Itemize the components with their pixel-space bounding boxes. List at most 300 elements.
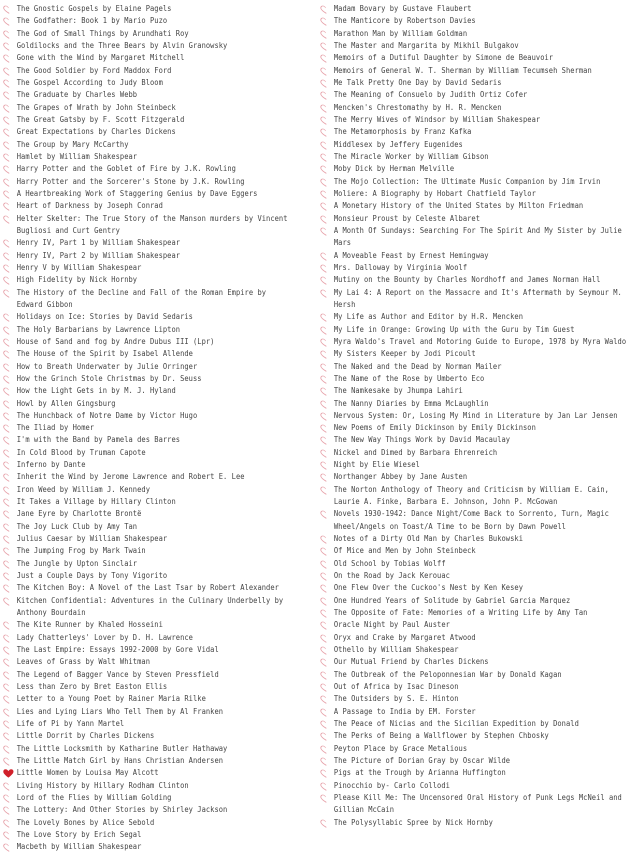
heart-outline-icon[interactable] bbox=[320, 67, 331, 76]
list-item bbox=[317, 262, 631, 274]
list-item bbox=[317, 570, 631, 582]
heart-outline-icon[interactable] bbox=[3, 498, 14, 507]
book-title: Helter Skelter: The True Story of the Manson murders by Vincent Bugliosi and Curt Gentry bbox=[16, 213, 288, 235]
list-item bbox=[317, 102, 631, 114]
book-title: The Picture of Dorian Gray by Oscar Wilde bbox=[333, 756, 511, 766]
list-item bbox=[0, 324, 293, 336]
heart-outline-icon[interactable] bbox=[320, 658, 331, 667]
heart-outline-icon[interactable] bbox=[3, 412, 14, 421]
heart-outline-icon[interactable] bbox=[320, 794, 331, 803]
list-item bbox=[0, 767, 293, 779]
book-title: The Mojo Collection: The Ultimate Music Companion by Jim Irvin bbox=[333, 176, 601, 186]
book-title: A Moveable Feast by Ernest Hemingway bbox=[333, 250, 489, 260]
heart-outline-icon[interactable] bbox=[320, 436, 331, 445]
heart-outline-icon[interactable] bbox=[320, 252, 331, 261]
book-title: The Graduate by Charles Webb bbox=[16, 90, 138, 100]
book-title: The God of Small Things by Arundhati Roy bbox=[16, 28, 189, 38]
heart-filled-icon[interactable] bbox=[3, 769, 14, 778]
book-title: Hamlet by William Shakespear bbox=[16, 151, 138, 161]
heart-outline-icon[interactable] bbox=[3, 671, 14, 680]
list-item bbox=[317, 656, 631, 668]
book-title: How to Breath Underwater by Julie Orringer bbox=[16, 361, 198, 371]
list-item bbox=[317, 361, 631, 373]
heart-outline-icon[interactable] bbox=[320, 510, 331, 519]
book-title: The Meaning of Consuelo by Judith Ortiz Cofer bbox=[333, 90, 528, 100]
list-item bbox=[0, 533, 293, 545]
list-item bbox=[0, 841, 293, 853]
list-item bbox=[0, 139, 293, 151]
list-item bbox=[0, 743, 293, 755]
heart-outline-icon[interactable] bbox=[3, 806, 14, 815]
heart-outline-icon[interactable] bbox=[3, 178, 14, 187]
heart-outline-icon[interactable] bbox=[320, 412, 331, 421]
heart-outline-icon[interactable] bbox=[3, 375, 14, 384]
heart-outline-icon[interactable] bbox=[3, 621, 14, 630]
heart-outline-icon[interactable] bbox=[3, 215, 14, 224]
heart-outline-icon[interactable] bbox=[320, 178, 331, 187]
book-title: Inferno by Dante bbox=[16, 460, 86, 470]
list-item bbox=[0, 398, 293, 410]
heart-outline-icon[interactable] bbox=[320, 116, 331, 125]
heart-outline-icon[interactable] bbox=[3, 510, 14, 519]
heart-outline-icon[interactable] bbox=[3, 732, 14, 741]
heart-outline-icon[interactable] bbox=[320, 387, 331, 396]
list-item bbox=[0, 755, 293, 767]
heart-outline-icon[interactable] bbox=[320, 683, 331, 692]
list-item bbox=[0, 496, 293, 508]
heart-outline-icon[interactable] bbox=[3, 202, 14, 211]
book-title: The Norton Anthology of Theory and Criticism by William E. Cain, Laurie A. Finke, Barbara E. Johnson, John P. McGowan bbox=[333, 484, 609, 507]
heart-outline-icon[interactable] bbox=[320, 227, 331, 236]
book-title: Great Expectations by Charles Dickens bbox=[16, 127, 176, 137]
list-item bbox=[317, 718, 631, 730]
heart-outline-icon[interactable] bbox=[320, 646, 331, 655]
list-item bbox=[317, 15, 631, 27]
heart-outline-icon[interactable] bbox=[3, 843, 14, 852]
book-title: House of Sand and fog by Andre Dubus III (Lpr) bbox=[16, 336, 215, 346]
heart-outline-icon[interactable] bbox=[320, 400, 331, 409]
heart-outline-icon[interactable] bbox=[3, 424, 14, 433]
heart-outline-icon[interactable] bbox=[3, 486, 14, 495]
list-item bbox=[317, 77, 631, 89]
list-item bbox=[317, 176, 631, 188]
heart-outline-icon[interactable] bbox=[320, 708, 331, 717]
heart-outline-icon[interactable] bbox=[3, 165, 14, 174]
book-title: Mutiny on the Bounty by Charles Nordhoff and James Norman Hall bbox=[333, 275, 601, 285]
book-title: Pigs at the Trough by Arianna Huffington bbox=[333, 768, 506, 778]
heart-outline-icon[interactable] bbox=[320, 745, 331, 754]
list-item bbox=[317, 324, 631, 336]
heart-outline-icon[interactable] bbox=[3, 326, 14, 335]
list-item bbox=[0, 558, 293, 570]
book-title: The Kitchen Boy: A Novel of the Last Tsar by Robert Alexander bbox=[16, 583, 279, 593]
heart-outline-icon[interactable] bbox=[3, 782, 14, 791]
list-item bbox=[0, 52, 293, 64]
heart-outline-icon[interactable] bbox=[3, 757, 14, 766]
book-title: Oryx and Crake by Margaret Atwood bbox=[333, 632, 476, 642]
list-item bbox=[0, 28, 293, 40]
book-title: Gone with the Wind by Margaret Mitchell bbox=[16, 53, 185, 63]
list-item bbox=[317, 582, 631, 594]
book-list-left-column bbox=[0, 3, 293, 854]
heart-outline-icon[interactable] bbox=[3, 252, 14, 261]
heart-outline-icon[interactable] bbox=[320, 215, 331, 224]
book-title: Goldilocks and the Three Bears by Alvin Granowsky bbox=[16, 40, 228, 50]
heart-outline-icon[interactable] bbox=[3, 276, 14, 285]
heart-outline-icon[interactable] bbox=[320, 79, 331, 88]
heart-outline-icon[interactable] bbox=[320, 141, 331, 150]
list-item bbox=[0, 730, 293, 742]
list-item bbox=[317, 422, 631, 434]
heart-outline-icon[interactable] bbox=[320, 104, 331, 113]
heart-outline-icon[interactable] bbox=[3, 658, 14, 667]
heart-outline-icon[interactable] bbox=[3, 831, 14, 840]
book-title: The Polysyllabic Spree by Nick Hornby bbox=[333, 817, 493, 827]
heart-outline-icon[interactable] bbox=[3, 449, 14, 458]
list-item bbox=[317, 755, 631, 767]
book-title: Living History by Hillary Rodham Clinton bbox=[16, 780, 189, 790]
heart-outline-icon[interactable] bbox=[3, 128, 14, 137]
heart-outline-icon[interactable] bbox=[3, 264, 14, 273]
heart-outline-icon[interactable] bbox=[3, 30, 14, 39]
heart-outline-icon[interactable] bbox=[320, 560, 331, 569]
list-item bbox=[317, 459, 631, 471]
list-item bbox=[317, 213, 631, 225]
list-item bbox=[317, 139, 631, 151]
book-title: Novels 1930-1942: Dance Night/Come Back to Sorrento, Turn, Magic Wheel/Angels on Toast/A Time to be Born by Dawn Powell bbox=[333, 509, 609, 531]
book-title: The Perks of Being a Wallflower by Stephen Chbosky bbox=[333, 731, 549, 741]
list-item bbox=[0, 718, 293, 730]
list-item bbox=[317, 508, 631, 533]
heart-outline-icon[interactable] bbox=[320, 671, 331, 680]
heart-outline-icon[interactable] bbox=[3, 239, 14, 248]
book-title: Harry Potter and the Sorcerer's Stone by J.K. Rowling bbox=[16, 176, 245, 186]
heart-outline-icon[interactable] bbox=[3, 289, 14, 298]
book-title: One Flew Over the Cuckoo's Nest by Ken Kesey bbox=[333, 583, 524, 593]
book-title: How the Light Gets in by M. J. Hyland bbox=[16, 386, 176, 396]
list-item bbox=[317, 595, 631, 607]
list-item bbox=[0, 176, 293, 188]
list-item bbox=[0, 422, 293, 434]
book-title: The Nanny Diaries by Emma McLaughlin bbox=[333, 398, 489, 408]
heart-outline-icon[interactable] bbox=[320, 42, 331, 51]
heart-outline-icon[interactable] bbox=[3, 42, 14, 51]
heart-outline-icon[interactable] bbox=[3, 560, 14, 569]
list-item bbox=[0, 780, 293, 792]
heart-outline-icon[interactable] bbox=[3, 708, 14, 717]
heart-outline-icon[interactable] bbox=[320, 54, 331, 63]
list-item bbox=[317, 471, 631, 483]
heart-outline-icon[interactable] bbox=[3, 350, 14, 359]
book-title: The Lovely Bones by Alice Sebold bbox=[16, 817, 155, 827]
heart-outline-icon[interactable] bbox=[3, 104, 14, 113]
list-item bbox=[317, 632, 631, 644]
list-item bbox=[0, 385, 293, 397]
book-title: Me Talk Pretty One Day by David Sedaris bbox=[333, 77, 502, 87]
heart-outline-icon[interactable] bbox=[3, 5, 14, 14]
book-title: A Monetary History of the United States by Milton Friedman bbox=[333, 201, 584, 211]
book-title: Little Dorrit by Charles Dickens bbox=[16, 731, 155, 741]
book-title: Heart of Darkness by Joseph Conrad bbox=[16, 201, 163, 211]
book-title: The Namkesake by Jhumpa Lahiri bbox=[333, 386, 463, 396]
book-title: My Sisters Keeper by Jodi Picoult bbox=[333, 349, 476, 359]
list-item bbox=[0, 508, 293, 520]
heart-outline-icon[interactable] bbox=[3, 436, 14, 445]
heart-outline-icon[interactable] bbox=[3, 141, 14, 150]
heart-outline-icon[interactable] bbox=[3, 79, 14, 88]
heart-outline-icon[interactable] bbox=[3, 387, 14, 396]
book-title: Nickel and Dimed by Barbara Ehrenreich bbox=[333, 447, 498, 457]
book-title: The Good Soldier by Ford Maddox Ford bbox=[16, 65, 172, 75]
heart-outline-icon[interactable] bbox=[320, 461, 331, 470]
book-title: Kitchen Confidential: Adventures in the Culinary Underbelly by Anthony Bourdain bbox=[16, 595, 284, 618]
list-item bbox=[317, 225, 631, 250]
heart-outline-icon[interactable] bbox=[3, 634, 14, 643]
heart-outline-icon[interactable] bbox=[3, 400, 14, 409]
book-title: How the Grinch Stole Christmas by Dr. Seuss bbox=[16, 373, 202, 383]
heart-outline-icon[interactable] bbox=[320, 338, 331, 347]
list-item bbox=[317, 410, 631, 422]
list-item bbox=[317, 385, 631, 397]
book-title: Othello by William Shakespear bbox=[333, 645, 459, 655]
book-title: My Life in Orange: Growing Up with the Guru by Tim Guest bbox=[333, 324, 575, 334]
heart-outline-icon[interactable] bbox=[320, 609, 331, 618]
list-item bbox=[0, 250, 293, 262]
book-title: Howl by Allen Gingsburg bbox=[16, 398, 116, 408]
heart-outline-icon[interactable] bbox=[3, 794, 14, 803]
book-title: The Master and Margarita by Mikhil Bulgakov bbox=[333, 40, 519, 50]
book-title: The Group by Mary McCarthy bbox=[16, 139, 129, 149]
list-item bbox=[317, 89, 631, 101]
book-title: Lady Chatterleys' Lover by D. H. Lawrence bbox=[16, 632, 193, 642]
heart-outline-icon[interactable] bbox=[320, 819, 331, 828]
list-item bbox=[0, 336, 293, 348]
book-title: Harry Potter and the Goblet of Fire by J.K. Rowling bbox=[16, 164, 236, 174]
heart-outline-icon[interactable] bbox=[320, 621, 331, 630]
list-item bbox=[317, 780, 631, 792]
book-title: Of Mice and Men by John Steinbeck bbox=[333, 546, 476, 556]
heart-outline-icon[interactable] bbox=[320, 547, 331, 556]
heart-outline-icon[interactable] bbox=[320, 30, 331, 39]
book-title: Just a Couple Days by Tony Vigorito bbox=[16, 571, 168, 581]
heart-outline-icon[interactable] bbox=[3, 523, 14, 532]
list-item bbox=[317, 336, 631, 348]
list-item bbox=[0, 471, 293, 483]
book-title: The Metamorphosis by Franz Kafka bbox=[333, 127, 472, 137]
heart-outline-icon[interactable] bbox=[320, 5, 331, 14]
list-item bbox=[317, 558, 631, 570]
book-title: Leaves of Grass by Walt Whitman bbox=[16, 657, 150, 667]
heart-outline-icon[interactable] bbox=[320, 326, 331, 335]
list-item bbox=[0, 644, 293, 656]
book-title: The Hunchback of Notre Dame by Victor Hugo bbox=[16, 410, 198, 420]
list-item bbox=[317, 533, 631, 545]
heart-outline-icon[interactable] bbox=[320, 486, 331, 495]
book-title: Memoirs of a Dutiful Daughter by Simone de Beauvoir bbox=[333, 53, 554, 63]
book-title: The Kite Runner by Khaled Hosseini bbox=[16, 620, 163, 630]
heart-outline-icon[interactable] bbox=[3, 547, 14, 556]
book-title: Inherit the Wind by Jerome Lawrence and Robert E. Lee bbox=[16, 472, 245, 482]
book-title: Moby Dick by Herman Melville bbox=[333, 164, 455, 174]
heart-outline-icon[interactable] bbox=[320, 424, 331, 433]
list-item bbox=[317, 373, 631, 385]
book-title: On the Road by Jack Kerouac bbox=[333, 571, 450, 581]
list-item bbox=[0, 681, 293, 693]
book-title: Macbeth by William Shakespear bbox=[16, 842, 142, 852]
heart-outline-icon[interactable] bbox=[320, 350, 331, 359]
book-title: A Heartbreaking Work of Staggering Genius by Dave Eggers bbox=[16, 188, 258, 198]
list-item bbox=[317, 151, 631, 163]
heart-outline-icon[interactable] bbox=[320, 584, 331, 593]
book-title: The House of the Spirit by Isabel Allende bbox=[16, 349, 193, 359]
book-title: The Outsiders by S. E. Hinton bbox=[333, 694, 459, 704]
heart-outline-icon[interactable] bbox=[3, 745, 14, 754]
heart-outline-icon[interactable] bbox=[3, 313, 14, 322]
list-item bbox=[317, 447, 631, 459]
list-item bbox=[0, 484, 293, 496]
heart-outline-icon[interactable] bbox=[320, 769, 331, 778]
heart-outline-icon[interactable] bbox=[320, 91, 331, 100]
book-title: The Holy Barbarians by Lawrence Lipton bbox=[16, 324, 181, 334]
heart-outline-icon[interactable] bbox=[3, 338, 14, 347]
book-title: The Little Match Girl by Hans Christian Andersen bbox=[16, 756, 224, 766]
list-item bbox=[0, 77, 293, 89]
heart-outline-icon[interactable] bbox=[3, 473, 14, 482]
book-title: Iron Weed by William J. Kennedy bbox=[16, 484, 150, 494]
heart-outline-icon[interactable] bbox=[3, 363, 14, 372]
heart-outline-icon[interactable] bbox=[320, 449, 331, 458]
heart-outline-icon[interactable] bbox=[320, 597, 331, 606]
book-title: The Name of the Rose by Umberto Eco bbox=[333, 373, 485, 383]
heart-outline-icon[interactable] bbox=[3, 683, 14, 692]
heart-outline-icon[interactable] bbox=[3, 67, 14, 76]
list-item bbox=[0, 619, 293, 631]
book-title: Middlesex by Jeffery Eugenides bbox=[333, 139, 463, 149]
book-title: Lies and Lying Liars Who Tell Them by Al Franken bbox=[16, 706, 224, 716]
list-item bbox=[317, 545, 631, 557]
list-item bbox=[0, 373, 293, 385]
heart-outline-icon[interactable] bbox=[320, 153, 331, 162]
heart-outline-icon[interactable] bbox=[3, 190, 14, 199]
heart-outline-icon[interactable] bbox=[3, 646, 14, 655]
list-item bbox=[0, 15, 293, 27]
list-item bbox=[0, 287, 293, 312]
book-title: The Godfather: Book 1 by Mario Puzo bbox=[16, 16, 168, 26]
book-title: The Joy Luck Club by Amy Tan bbox=[16, 521, 138, 531]
list-item bbox=[317, 163, 631, 175]
heart-outline-icon[interactable] bbox=[3, 695, 14, 704]
book-title: The Great Gatsby by F. Scott Fitzgerald bbox=[16, 114, 185, 124]
book-title: It Takes a Village by Hillary Clinton bbox=[16, 497, 176, 507]
list-item bbox=[0, 447, 293, 459]
book-title: Henry IV, Part 2 by William Shakespear bbox=[16, 250, 181, 260]
list-item bbox=[317, 817, 631, 829]
list-item bbox=[0, 311, 293, 323]
list-item bbox=[0, 114, 293, 126]
heart-outline-icon[interactable] bbox=[320, 264, 331, 273]
heart-outline-icon[interactable] bbox=[320, 289, 331, 298]
list-item bbox=[0, 126, 293, 138]
book-title: Nervous System: Or, Losing My Mind in Literature by Jan Lar Jensen bbox=[333, 410, 618, 420]
heart-outline-icon[interactable] bbox=[3, 572, 14, 581]
book-title: The Grapes of Wrath by John Steinbeck bbox=[16, 102, 176, 112]
heart-outline-icon[interactable] bbox=[320, 720, 331, 729]
book-title: I'm with the Band by Pamela des Barres bbox=[16, 435, 181, 445]
list-item bbox=[317, 644, 631, 656]
heart-outline-icon[interactable] bbox=[3, 91, 14, 100]
book-title: Notes of a Dirty Old Man by Charles Bukowski bbox=[333, 534, 524, 544]
list-item bbox=[0, 188, 293, 200]
heart-outline-icon[interactable] bbox=[320, 202, 331, 211]
heart-outline-icon[interactable] bbox=[3, 116, 14, 125]
heart-outline-icon[interactable] bbox=[320, 363, 331, 372]
heart-outline-icon[interactable] bbox=[3, 54, 14, 63]
list-item bbox=[0, 89, 293, 101]
list-item bbox=[0, 262, 293, 274]
heart-outline-icon[interactable] bbox=[3, 584, 14, 593]
heart-outline-icon[interactable] bbox=[320, 473, 331, 482]
heart-outline-icon[interactable] bbox=[320, 375, 331, 384]
book-list bbox=[0, 3, 293, 854]
list-item bbox=[0, 65, 293, 77]
heart-outline-icon[interactable] bbox=[3, 153, 14, 162]
list-item bbox=[317, 114, 631, 126]
heart-outline-icon[interactable] bbox=[320, 17, 331, 26]
book-title: Please Kill Me: The Uncensored Oral History of Punk Legs McNeil and Gillian McCain bbox=[333, 793, 622, 815]
book-title: The Manticore by Robertson Davies bbox=[333, 16, 476, 26]
heart-outline-icon[interactable] bbox=[320, 634, 331, 643]
heart-outline-icon[interactable] bbox=[3, 819, 14, 828]
book-title: Henry V by William Shakespear bbox=[16, 262, 142, 272]
heart-outline-icon[interactable] bbox=[3, 535, 14, 544]
list-item bbox=[317, 619, 631, 631]
book-title: The Outbreak of the Peloponnesian War by Donald Kagan bbox=[333, 669, 562, 679]
book-title: The Lottery: And Other Stories by Shirley Jackson bbox=[16, 805, 228, 815]
book-title: Julius Caesar by William Shakespear bbox=[16, 534, 168, 544]
book-title: The Gospel According to Judy Bloom bbox=[16, 77, 163, 87]
list-item bbox=[317, 126, 631, 138]
list-item bbox=[317, 65, 631, 77]
heart-outline-icon[interactable] bbox=[3, 597, 14, 606]
heart-outline-icon[interactable] bbox=[3, 461, 14, 470]
book-title: The History of the Decline and Fall of the Roman Empire by Edward Gibbon bbox=[16, 287, 267, 309]
heart-outline-icon[interactable] bbox=[320, 732, 331, 741]
list-item bbox=[317, 669, 631, 681]
heart-outline-icon[interactable] bbox=[320, 190, 331, 199]
book-title: Peyton Place by Grace Metalious bbox=[333, 743, 468, 753]
list-item bbox=[0, 817, 293, 829]
book-title: High Fidelity by Nick Hornby bbox=[16, 275, 138, 285]
book-title: The New Way Things Work by David Macaulay bbox=[333, 435, 511, 445]
book-title: The Legend of Bagger Vance by Steven Pressfield bbox=[16, 669, 219, 679]
heart-outline-icon[interactable] bbox=[320, 572, 331, 581]
list-item bbox=[317, 767, 631, 779]
book-title: The Love Story by Erich Segal bbox=[16, 829, 142, 839]
heart-outline-icon[interactable] bbox=[320, 695, 331, 704]
heart-outline-icon[interactable] bbox=[3, 720, 14, 729]
heart-outline-icon[interactable] bbox=[320, 313, 331, 322]
heart-outline-icon[interactable] bbox=[320, 757, 331, 766]
heart-outline-icon[interactable] bbox=[320, 276, 331, 285]
heart-outline-icon[interactable] bbox=[320, 165, 331, 174]
list-item bbox=[317, 40, 631, 52]
heart-outline-icon[interactable] bbox=[320, 128, 331, 137]
heart-outline-icon[interactable] bbox=[320, 535, 331, 544]
book-title: Mencken's Chrestomathy by H. R. Mencken bbox=[333, 102, 502, 112]
heart-outline-icon[interactable] bbox=[3, 17, 14, 26]
heart-outline-icon[interactable] bbox=[320, 782, 331, 791]
book-title: The Miracle Worker by William Gibson bbox=[333, 151, 489, 161]
